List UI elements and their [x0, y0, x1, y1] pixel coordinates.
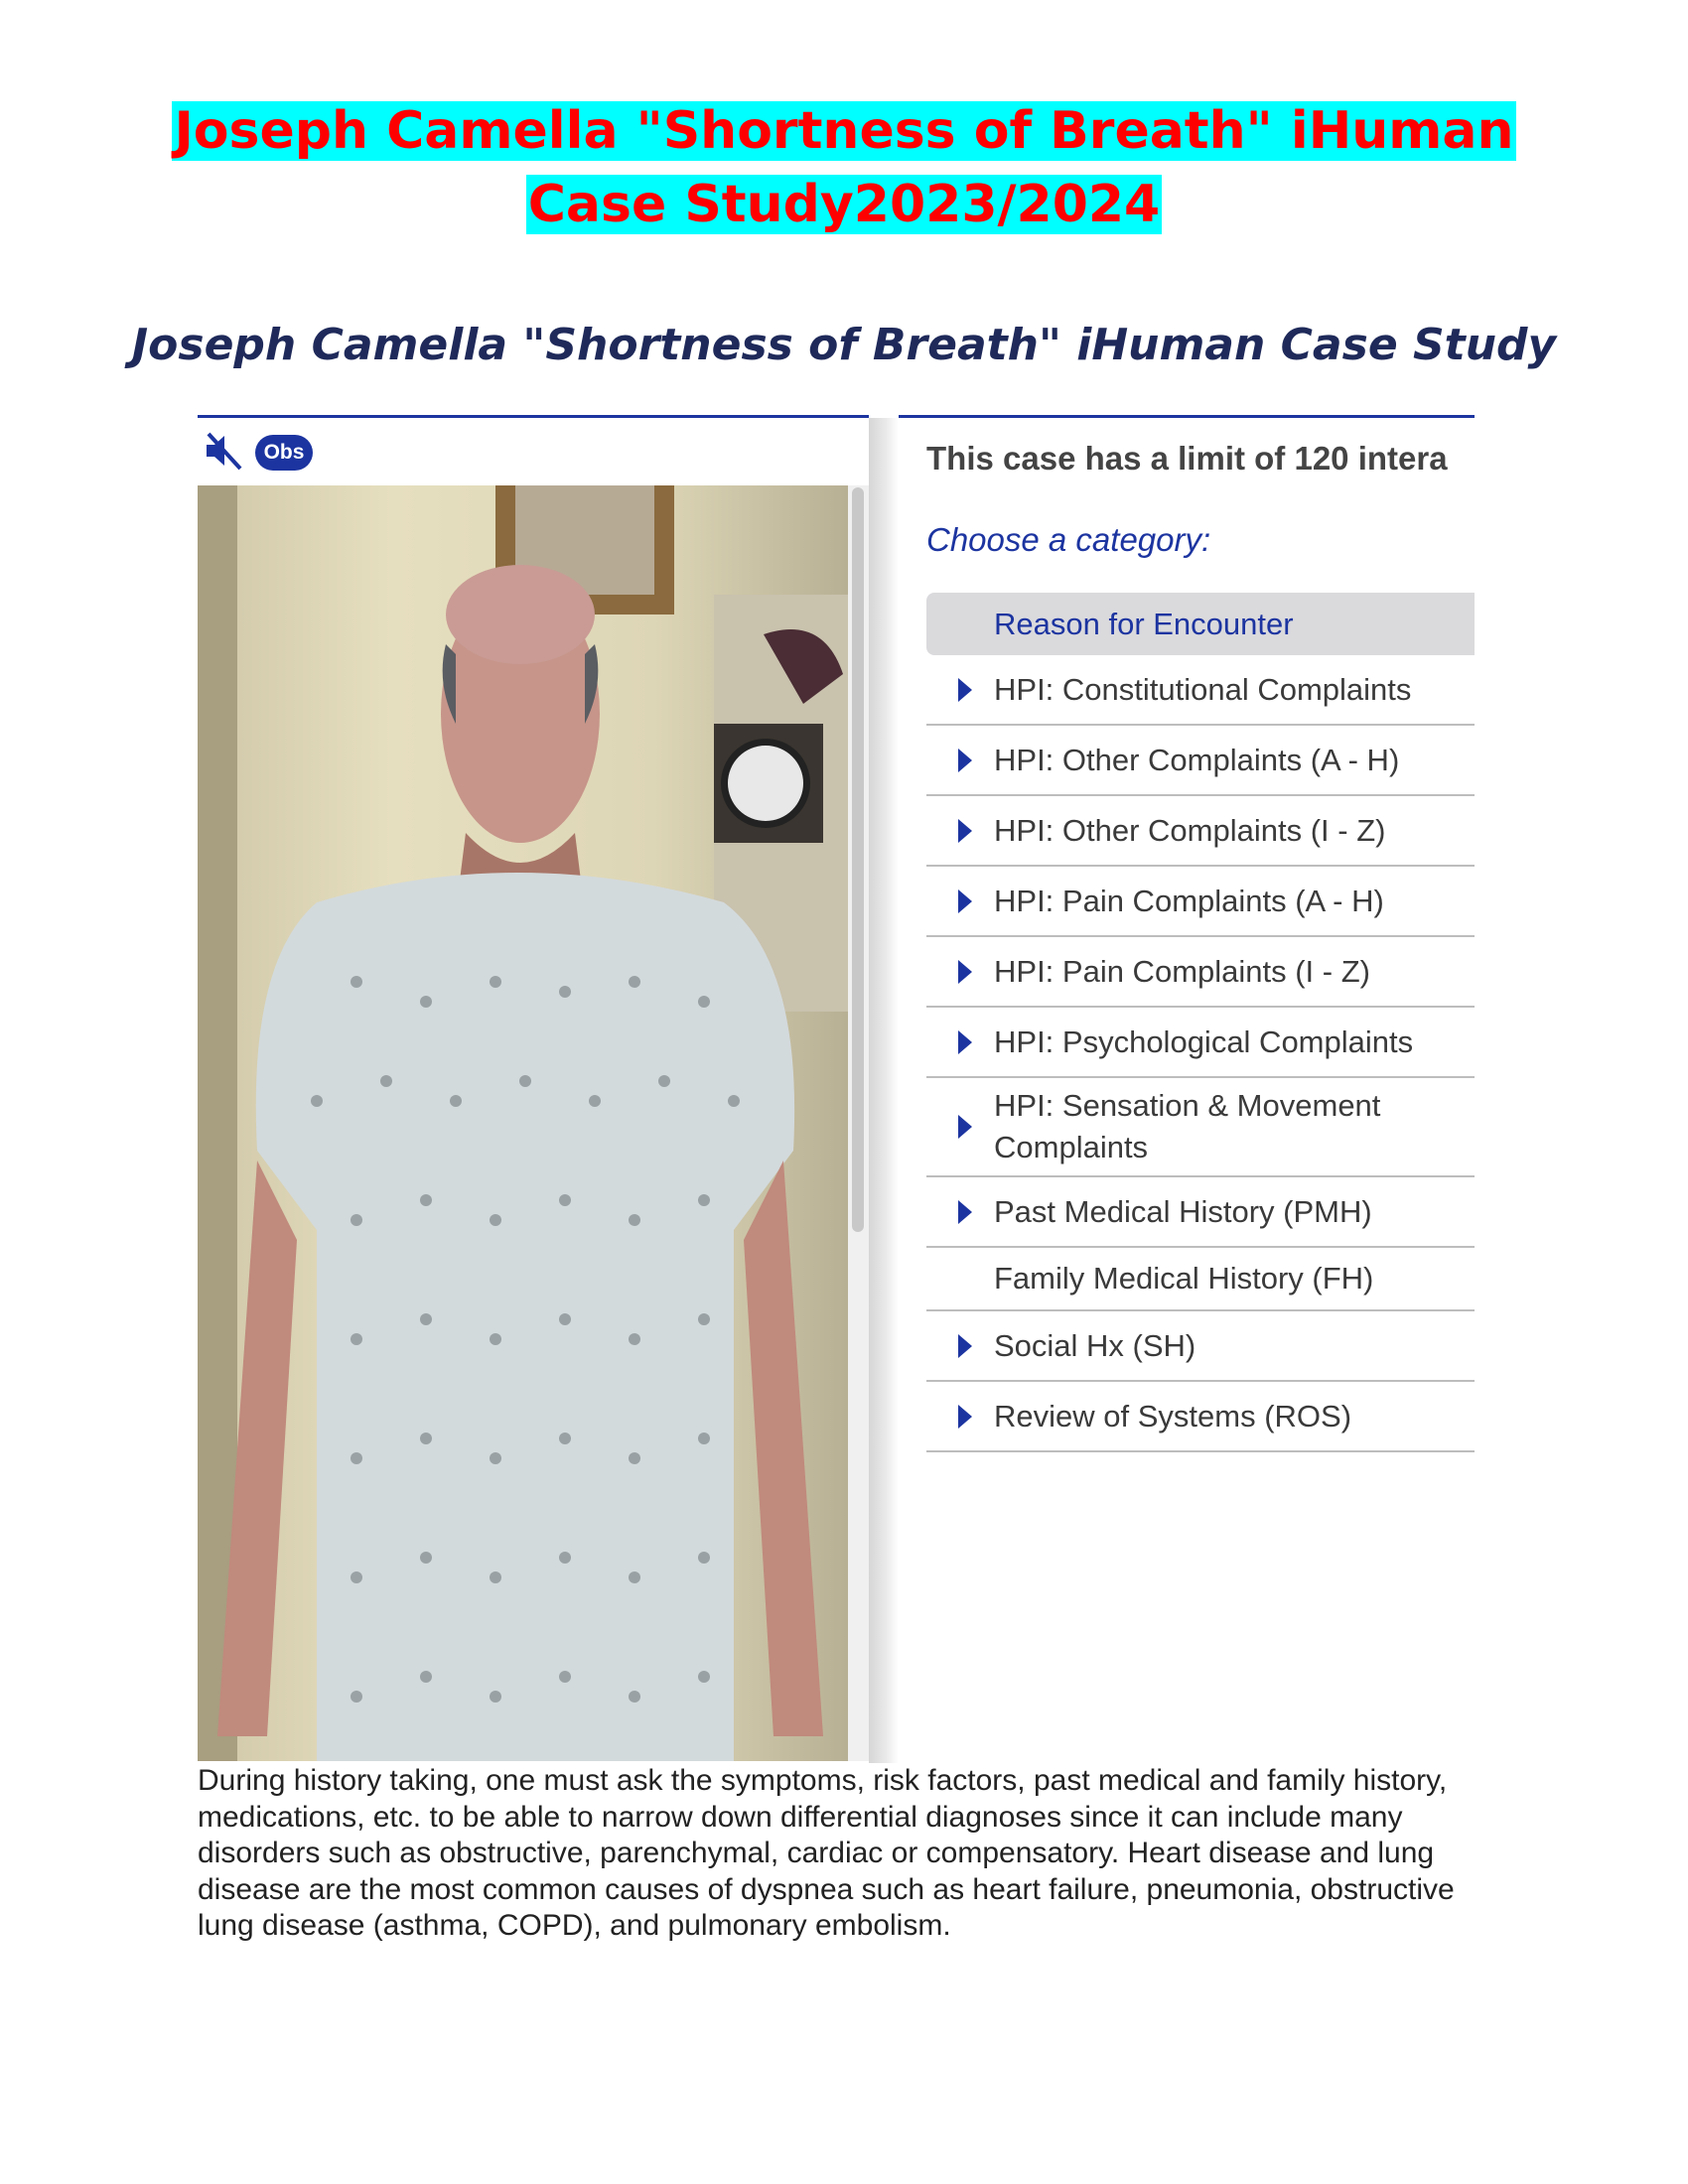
document-title — [0, 94, 1688, 241]
category-label: HPI: Psychological Complaints — [994, 1024, 1414, 1059]
category-item[interactable] — [926, 1248, 1475, 1311]
expand-triangle-icon — [958, 749, 972, 772]
category-label: HPI: Sensation & Movement Complaints — [994, 1088, 1381, 1164]
category-label: HPI: Constitutional Complaints — [994, 671, 1412, 707]
category-item[interactable] — [926, 726, 1475, 796]
title-line-1: Joseph Camella "Shortness of Breath" iHuman — [174, 101, 1514, 161]
expand-triangle-icon — [958, 1115, 972, 1139]
category-label: HPI: Pain Complaints (I - Z) — [994, 953, 1370, 989]
category-item[interactable] — [926, 1382, 1475, 1452]
category-label: HPI: Pain Complaints (A - H) — [994, 883, 1384, 918]
category-label: Review of Systems (ROS) — [994, 1398, 1352, 1433]
category-item[interactable] — [926, 655, 1475, 726]
category-item[interactable] — [926, 937, 1475, 1008]
choose-category-label: Choose a category: — [926, 521, 1211, 558]
right-panel-top-border — [899, 415, 1475, 418]
left-panel-top-border — [198, 415, 869, 418]
expand-triangle-icon — [958, 1334, 972, 1358]
category-item[interactable] — [926, 796, 1475, 867]
speaker-muted-icon[interactable] — [203, 431, 244, 471]
scrollbar-thumb[interactable] — [852, 487, 864, 1232]
interaction-limit-text: This case has a limit of 120 intera — [926, 440, 1448, 477]
category-list — [926, 593, 1475, 1452]
media-toolbar — [198, 425, 843, 480]
category-label: Family Medical History (FH) — [994, 1261, 1374, 1296]
obs-button[interactable]: Obs — [255, 435, 313, 471]
expand-triangle-icon — [958, 1030, 972, 1054]
expand-triangle-icon — [958, 960, 972, 984]
category-item[interactable] — [926, 1177, 1475, 1248]
image-scrollbar[interactable] — [848, 485, 869, 1761]
category-item[interactable] — [926, 1008, 1475, 1078]
category-item[interactable] — [926, 1078, 1475, 1177]
panel-divider[interactable] — [869, 418, 899, 1763]
category-item[interactable] — [926, 1311, 1475, 1382]
category-label: HPI: Other Complaints (A - H) — [994, 742, 1400, 777]
expand-triangle-icon — [958, 1200, 972, 1224]
category-label: Past Medical History (PMH) — [994, 1193, 1372, 1229]
patient-illustration — [198, 485, 848, 1761]
expand-triangle-icon — [958, 678, 972, 702]
category-label: Social Hx (SH) — [994, 1327, 1196, 1363]
expand-triangle-icon — [958, 819, 972, 843]
title-line-2: Case Study2023/2024 — [527, 175, 1161, 234]
category-reason-for-encounter[interactable]: Reason for Encounter — [926, 593, 1475, 655]
subtitle: Joseph Camella "Shortness of Breath" iHuman Case Study — [131, 320, 1557, 370]
category-label: HPI: Other Complaints (I - Z) — [994, 812, 1386, 848]
category-item[interactable] — [926, 867, 1475, 937]
body-paragraph: During history taking, one must ask the symptoms, risk factors, past medical and family history, medications, etc. to be able to narrow down differential diagnoses since it can include many disorders such as obstructive, parenchymal, cardiac or compensatory. Heart disease and lung disease are the most common causes of dyspnea such as heart failure, pneumonia, obstructive lung disease (asthma, COPD), and pulmonary embolism. — [198, 1764, 1455, 1942]
expand-triangle-icon — [958, 1405, 972, 1429]
expand-triangle-icon — [958, 889, 972, 913]
patient-image — [198, 485, 848, 1761]
